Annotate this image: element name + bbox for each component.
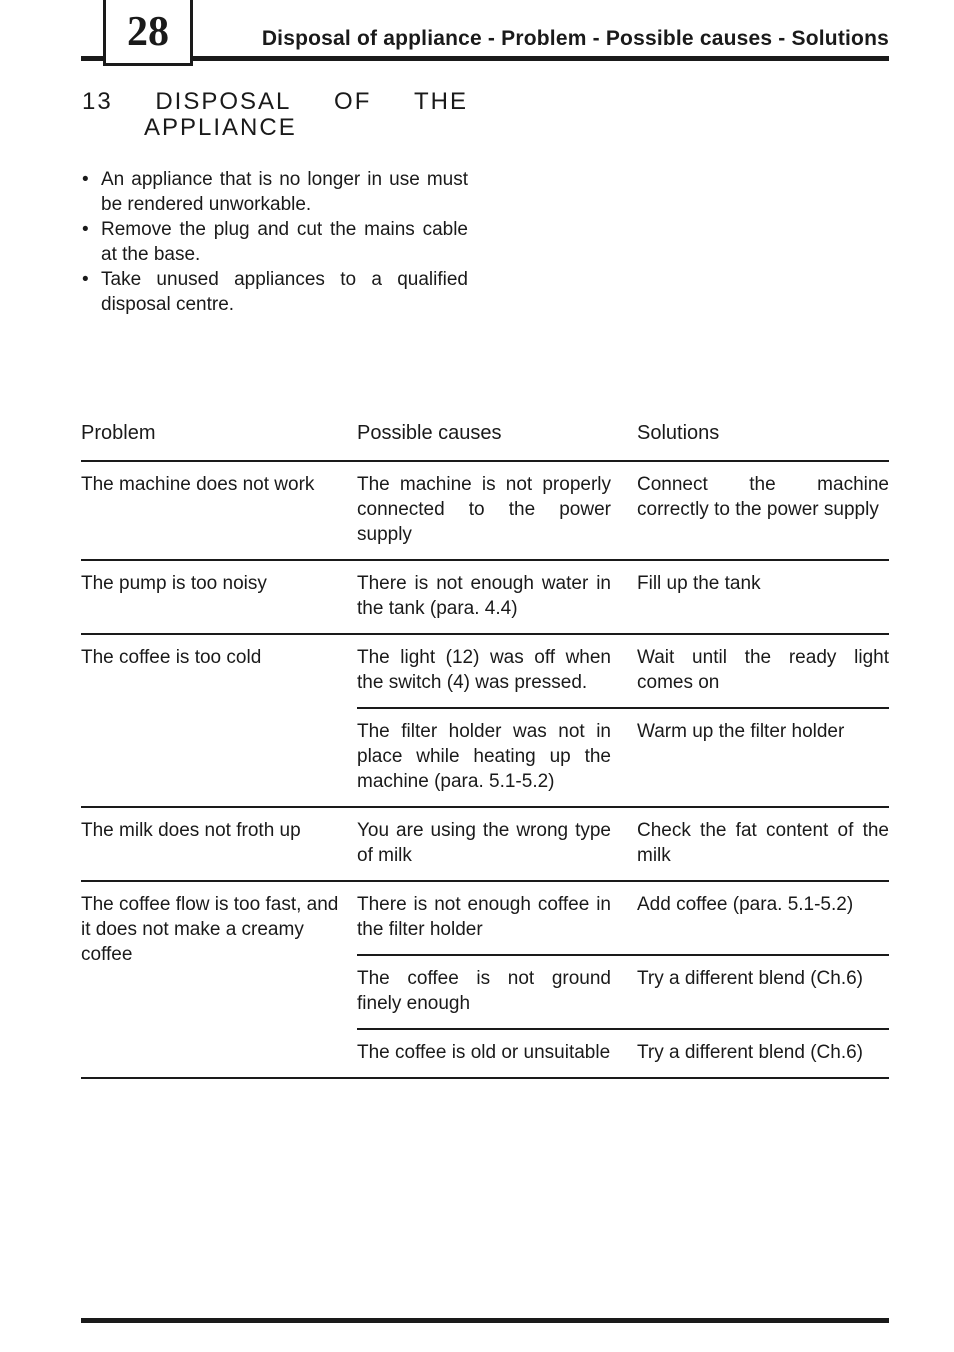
cause-solution-row (357, 707, 889, 806)
bullet-text: Take unused appliances to a qualified disposal centre. (101, 269, 468, 315)
bullet-text: An appliance that is no longer in use must be rendered unworkable. (101, 169, 468, 215)
cause-solution-row (357, 561, 889, 633)
problem-cell: The coffee is too cold (81, 647, 262, 668)
solution-cell: Try a different blend (Ch.6) (637, 1042, 863, 1063)
heading-word: DISPOSAL (155, 88, 292, 115)
list-item (82, 267, 468, 317)
list-item (82, 217, 468, 267)
solution-cell: Connect the machine correctly to the power supply (637, 474, 889, 520)
column-header-problem: Problem (81, 422, 156, 444)
page-number: 28 (103, 0, 193, 66)
problem-cell: The milk does not froth up (81, 820, 301, 841)
bullet-icon: • (82, 269, 89, 290)
cause-cell: The coffee is old or unsuitable (357, 1042, 611, 1063)
cause-solution-row (357, 1028, 889, 1077)
cause-cell: You are using the wrong type of milk (357, 820, 611, 866)
bullet-list (82, 167, 468, 317)
solution-cell: Wait until the ready light comes on (637, 647, 889, 693)
solution-cell: Try a different blend (Ch.6) (637, 968, 863, 989)
heading-line-2: APPLIANCE (144, 114, 297, 141)
problem-cell: The machine does not work (81, 474, 315, 495)
solution-cell: Warm up the filter holder (637, 721, 845, 742)
cause-cell: There is not enough coffee in the filter holder (357, 894, 611, 940)
troubleshooting-table (81, 418, 889, 1079)
solution-cell: Check the fat content of the milk (637, 820, 889, 866)
bullet-text: Remove the plug and cut the mains cable at the base. (101, 219, 468, 265)
header-rule (81, 56, 889, 61)
cause-cell: The filter holder was not in place while heating up the machine (para. 5.1-5.2) (357, 721, 611, 792)
cause-cell: The coffee is not ground finely enough (357, 968, 611, 1014)
footer-rule (81, 1318, 889, 1323)
heading-word: OF (334, 88, 372, 115)
section-heading (82, 89, 468, 141)
cause-solution-row (357, 882, 889, 954)
table-row (81, 462, 889, 561)
list-item (82, 167, 468, 217)
column-header-causes: Possible causes (357, 422, 502, 444)
cause-cell: The light (12) was off when the switch (4) was pressed. (357, 647, 611, 693)
problem-cell: The pump is too noisy (81, 573, 267, 594)
section-number: 13 (82, 88, 113, 115)
problem-cell: The coffee flow is too fast, and it does not make a creamy coffee (81, 894, 339, 965)
bullet-icon: • (82, 219, 89, 240)
column-header-solutions: Solutions (637, 422, 720, 444)
table-header (81, 418, 889, 462)
cause-solution-row (357, 635, 889, 707)
cause-cell: There is not enough water in the tank (para. 4.4) (357, 573, 611, 619)
table-row (81, 561, 889, 635)
heading-word: THE (414, 88, 468, 115)
table-row (81, 808, 889, 882)
cause-solution-row (357, 808, 889, 880)
bullet-icon: • (82, 169, 89, 190)
table-row (81, 635, 889, 808)
header-title: Disposal of appliance - Problem - Possible causes - Solutions (261, 27, 889, 50)
cause-solution-row (357, 462, 889, 559)
solution-cell: Add coffee (para. 5.1-5.2) (637, 894, 854, 915)
solution-cell: Fill up the tank (637, 573, 761, 594)
table-row (81, 882, 889, 1079)
cause-solution-row (357, 954, 889, 1028)
cause-cell: The machine is not properly connected to the power supply (357, 474, 611, 545)
